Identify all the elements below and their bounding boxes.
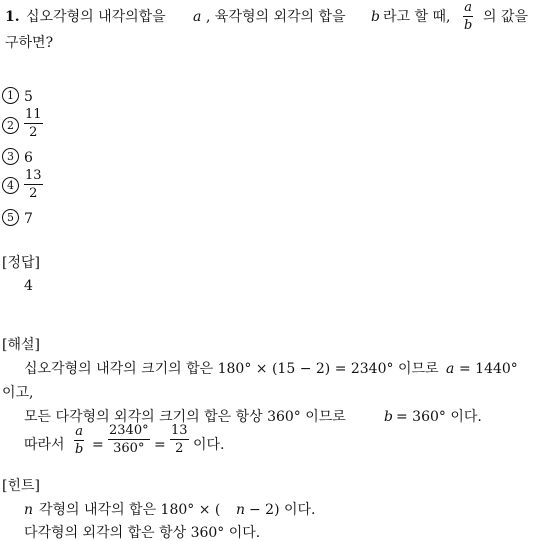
question-fraction-num: a <box>464 0 473 15</box>
question-var-b: b <box>371 9 380 25</box>
choice-2-den: 2 <box>29 125 38 140</box>
explanation-line3-var: b <box>384 409 393 425</box>
choice-2-marker: 2 <box>2 117 19 134</box>
question-fraction-den: b <box>464 18 473 33</box>
answer-value: 4 <box>24 278 33 294</box>
question-text-part2: , 육각형의 외각의 합을 <box>206 9 346 25</box>
explanation-frac-result-num: 13 <box>171 423 188 438</box>
choice-5-value: 7 <box>24 211 33 227</box>
explanation-line1-tail: = 1440° <box>459 361 518 377</box>
choice-4-num: 13 <box>25 168 42 183</box>
question-text-part3: 라고 할 때, <box>383 9 451 25</box>
explanation-line1-var: a <box>446 361 455 377</box>
explanation-frac-degrees-den: 360° <box>113 441 145 456</box>
choice-2-fraction <box>24 108 43 139</box>
choice-4-den: 2 <box>29 186 38 201</box>
choice-1-value: 5 <box>24 89 33 105</box>
explanation-frac-ab-num: a <box>75 424 84 439</box>
explanation-line3: 모든 다각형의 외각의 크기의 합은 항상 360° 이므로 <box>24 409 346 425</box>
choice-3-value: 6 <box>24 150 33 166</box>
explanation-frac-ab <box>74 425 84 456</box>
choice-3-marker: 3 <box>2 148 19 165</box>
explanation-line4-suffix: 이다. <box>193 437 225 453</box>
question-fraction <box>463 1 473 32</box>
question-text-part1: 십오각형의 내각의합을 <box>26 9 166 25</box>
question-text-line2: 구하면? <box>5 35 54 51</box>
explanation-frac-result <box>170 424 189 455</box>
choice-1-marker: 1 <box>2 87 19 104</box>
equals-sign: = <box>154 437 166 453</box>
answer-heading: [정답] <box>2 255 40 271</box>
choice-2-num: 11 <box>25 107 42 122</box>
hint-line1-tail: − 2) 이다. <box>249 502 316 518</box>
hint-line1-var2: n <box>236 502 246 518</box>
explanation-frac-degrees <box>108 424 150 455</box>
explanation-frac-result-den: 2 <box>175 441 184 456</box>
explanation-line1: 십오각형의 내각의 크기의 합은 180° × (15 − 2) = 2340° 이므로 <box>24 361 439 377</box>
question-var-a: a <box>193 9 202 25</box>
choice-4-fraction <box>24 169 43 200</box>
choice-5-marker: 5 <box>2 209 19 226</box>
equals-sign: = <box>92 437 104 453</box>
hint-line1-text: 각형의 내각의 합은 180° × ( <box>39 502 221 518</box>
explanation-heading: [해설] <box>2 337 40 353</box>
hint-line2: 다각형의 외각의 합은 항상 360° 이다. <box>24 525 261 541</box>
question-text-part4: 의 값을 <box>483 9 529 25</box>
hint-line1-var: n <box>24 502 34 518</box>
explanation-line4-prefix: 따라서 <box>24 437 65 453</box>
explanation-line3-tail: = 360° 이다. <box>396 409 482 425</box>
explanation-frac-ab-den: b <box>75 442 84 457</box>
question-number: 1. <box>5 9 20 25</box>
explanation-line2: 이고, <box>2 385 34 401</box>
choice-4-marker: 4 <box>2 177 19 194</box>
hint-heading: [힌트] <box>2 478 40 494</box>
explanation-frac-degrees-num: 2340° <box>109 423 149 438</box>
